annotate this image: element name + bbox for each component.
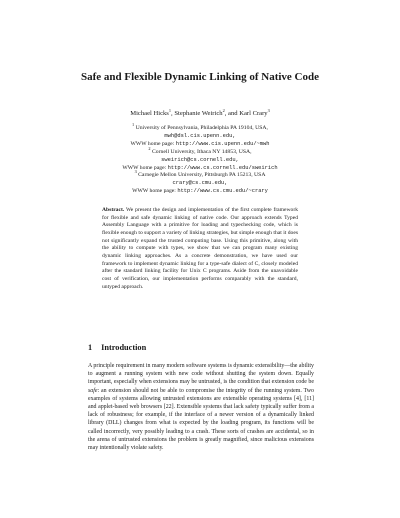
intro-paragraph	[88, 362, 314, 452]
abstract-text: We present the design and implementation of the first complete framework for flexible and safe dynamic linking of native code. Our approach extends Typed Assembly Language with a primitive for loading and typechecking code, which is flexible enough to support a variety of linking strategies, but simple enough that it does not significantly expand the trusted computing base. Using this primitive, along with the ability to compute with types, we show that we can program many existing dynamic linking approaches. As a concrete demonstration, we have used our framework to implement dynamic linking for a type-safe dialect of C, closely modeled after the standard linking facility for Unix C programs. Aside from the unavoidable cost of verification, our implementation performs comparably with the standard, untyped approach.	[102, 207, 298, 290]
affiliation-email: crary@cs.cmu.edu,	[172, 180, 228, 187]
intro-text: A principle requirement in many modern software systems is dynamic extensibility—the ability to augment a running system with new code without shutting the system down. Equally important, especially when extensions may be untrusted, is the condition that extension code be	[88, 363, 314, 386]
abstract	[102, 207, 298, 291]
affiliation-email: mwh@dsl.cis.upenn.edu,	[164, 132, 236, 139]
affiliation	[60, 169, 340, 196]
affiliation-mark: 1	[132, 122, 135, 128]
author-separator: ,	[171, 110, 175, 117]
affiliations	[60, 122, 340, 196]
paper-title: Safe and Flexible Dynamic Linking of Native Code	[80, 71, 320, 83]
affiliation	[60, 122, 340, 149]
affiliation-mark: 3	[134, 169, 137, 175]
author-mark: 2	[222, 107, 225, 113]
affiliation-email: sweirich@cs.cornell.edu,	[161, 156, 239, 163]
homepage-label: WWW home page:	[132, 188, 178, 195]
homepage-url[interactable]: http://www.cs.cornell.edu/sweirich	[167, 164, 278, 171]
author-name: Stephanie Weirich	[174, 110, 223, 117]
affiliation-mark: 2	[148, 145, 151, 151]
intro-text: : an extension should not be able to compromise the integrity of the running system. Two examples of systems allowing untrusted extensions are extensible operating systems [4], [11] and applet-based web browsers [22]. Extensible systems that lack safety typically suffer from a lack of robustness; for example, if the interface of a newer version of a dynamically linked library (DLL) changes from what is expected by the loading program, its functions will be called incorrectly, very possibly leading to a crash. These sorts of crashes are accidental, so in the arena of untrusted extensions the problem is greatly magnified, since malicious extensions may intentionally violate safety.	[88, 387, 314, 452]
affiliation	[60, 145, 340, 173]
author-list	[60, 107, 340, 117]
author-separator: , and	[224, 110, 240, 117]
homepage-url[interactable]: http://www.cs.cmu.edu/~crary	[177, 188, 268, 195]
affiliation-institution: University of Pennsylvania, Philadelphia PA 19104, USA,	[135, 125, 268, 131]
section-number: 1	[88, 343, 93, 352]
homepage-url[interactable]: http://www.cis.upenn.edu/~mwh	[175, 140, 270, 147]
section-heading	[88, 343, 146, 352]
affiliation-institution: Cornell University, Ithaca NY 14853, USA,	[152, 148, 252, 155]
author-name: Karl Crary	[239, 110, 268, 117]
author-name: Michael Hicks	[130, 110, 169, 117]
introduction-body	[88, 362, 314, 452]
affiliation-institution: Carnegie Mellon University, Pittsburgh PA 15213, USA	[138, 172, 266, 179]
abstract-label: Abstract.	[102, 207, 125, 213]
intro-emphasis: safe	[88, 387, 98, 394]
author-mark: 1	[168, 107, 172, 113]
homepage-label: WWW home page:	[130, 140, 176, 147]
homepage-label: WWW home page:	[122, 164, 168, 171]
section-title: Introduction	[101, 343, 147, 352]
author-mark: 3	[267, 107, 270, 113]
